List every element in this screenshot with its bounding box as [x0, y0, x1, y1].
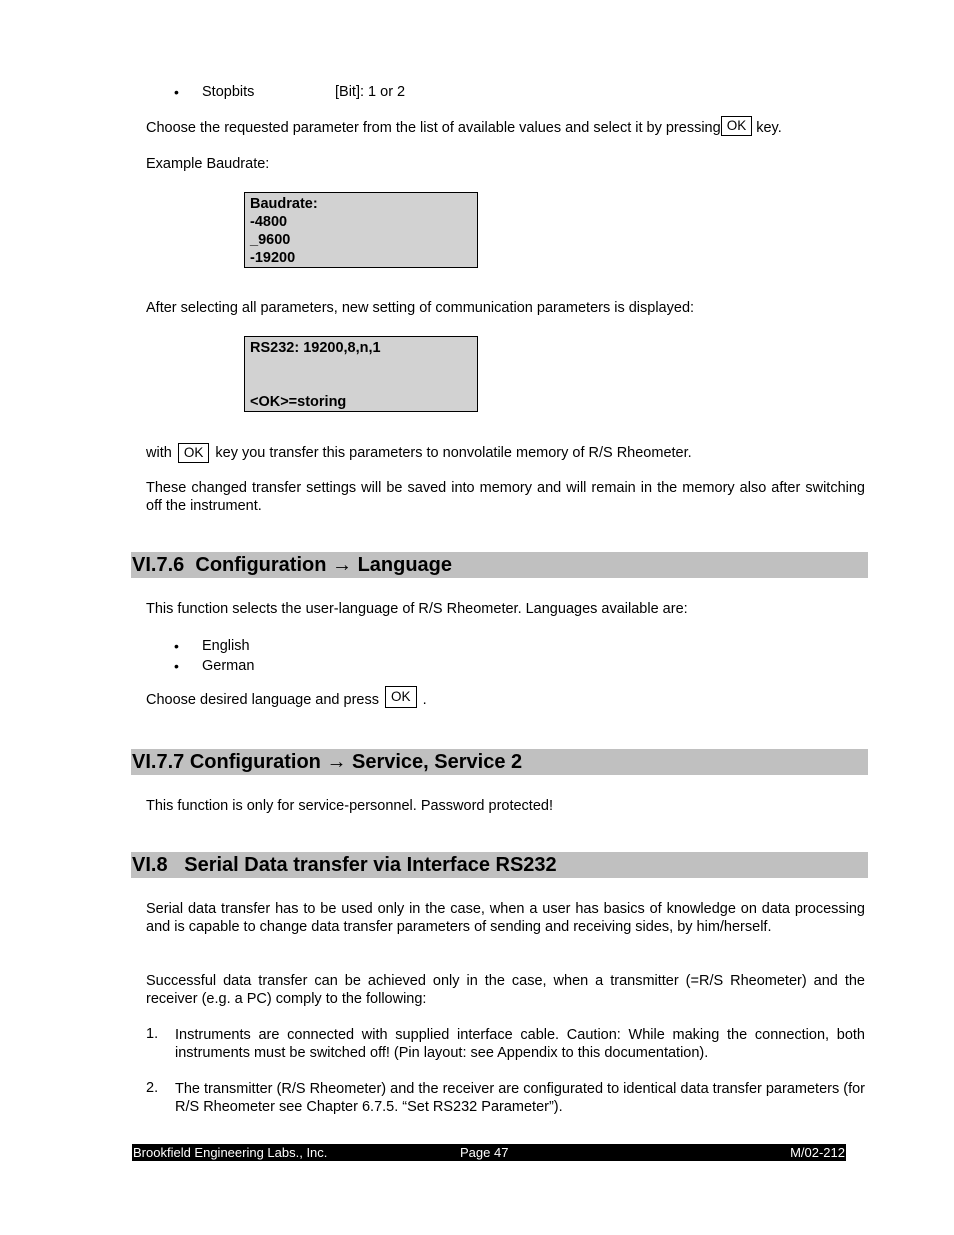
bullet-marker: • [174, 658, 179, 674]
lcd-display-rs232 [244, 336, 478, 412]
service-text: This function is only for service-personnel. Password protected! [146, 798, 553, 814]
choose-parameter-text: Choose the requested parameter from the list of available values and select it by pressing OK key. [146, 118, 782, 136]
page-footer [132, 1144, 846, 1161]
lcd-line: RS232: 19200,8,n,1 [250, 340, 381, 356]
lcd-display-baudrate [244, 192, 478, 268]
language-intro-text: This function selects the user-language of R/S Rheometer. Languages available are: [146, 601, 688, 617]
step-number: 2. [146, 1080, 159, 1096]
serial-paragraph-2: Successful data transfer can be achieved only in the case, when a transmitter (=R/S Rheometer) and the receiver (e.g. a PC) comply to the following: [146, 973, 865, 1007]
section-heading-service: VI.7.7 Configuration → Service, Service 2 [131, 749, 868, 775]
serial-paragraph-1: Serial data transfer has to be used only in the case, when a user has basics of knowledge on data processing and is capable to change data transfer parameters of sending and receiving sides, by him/herself. [146, 901, 865, 935]
ok-key: OK [385, 686, 417, 708]
lcd-line: Baudrate: [250, 196, 318, 212]
lcd-line: _9600 [250, 232, 291, 248]
footer-document-id: M/02-212 [790, 1145, 845, 1160]
with-ok-key-text: with OK key you transfer this parameters to nonvolatile memory of R/S Rheometer. [146, 443, 692, 463]
ok-key: OK [721, 116, 753, 136]
ok-key: OK [178, 443, 210, 463]
example-baudrate-label: Example Baudrate: [146, 156, 270, 172]
lcd-line [250, 357, 477, 375]
bullet-marker: • [174, 84, 179, 100]
language-item-english: English [202, 638, 250, 654]
stopbits-label: Stopbits [202, 84, 255, 100]
footer-page-number: Page 47 [460, 1145, 509, 1160]
bullet-marker: • [174, 638, 179, 654]
stopbits-value: [Bit]: 1 or 2 [335, 84, 406, 100]
step-text: Instruments are connected with supplied interface cable. Caution: While making the connection, both instruments must be switched off! (Pin layout: see Appendix to this documentation). [175, 1027, 865, 1061]
step-number: 1. [146, 1026, 159, 1042]
lcd-line: -19200 [250, 250, 296, 266]
language-item-german: German [202, 658, 255, 674]
section-heading-language: VI.7.6 Configuration → Language [131, 552, 868, 578]
step-text: The transmitter (R/S Rheometer) and the receiver are configurated to identical data transfer parameters (for R/S Rheometer see Chapter 6.7.5. “Set RS232 Parameter”). [175, 1081, 865, 1115]
after-selecting-text: After selecting all parameters, new setting of communication parameters is displayed: [146, 300, 695, 316]
changed-settings-paragraph: These changed transfer settings will be saved into memory and will remain in the memory also after switching off the instrument. [146, 480, 865, 514]
lcd-line: -4800 [250, 214, 288, 230]
lcd-line: <OK>=storing [250, 394, 347, 410]
choose-language-text: Choose desired language and press OK . [146, 692, 427, 708]
section-heading-serial-transfer: VI.8 Serial Data transfer via Interface RS232 [131, 852, 868, 878]
footer-company: Brookfield Engineering Labs., Inc. [133, 1145, 328, 1160]
lcd-line [250, 375, 477, 393]
